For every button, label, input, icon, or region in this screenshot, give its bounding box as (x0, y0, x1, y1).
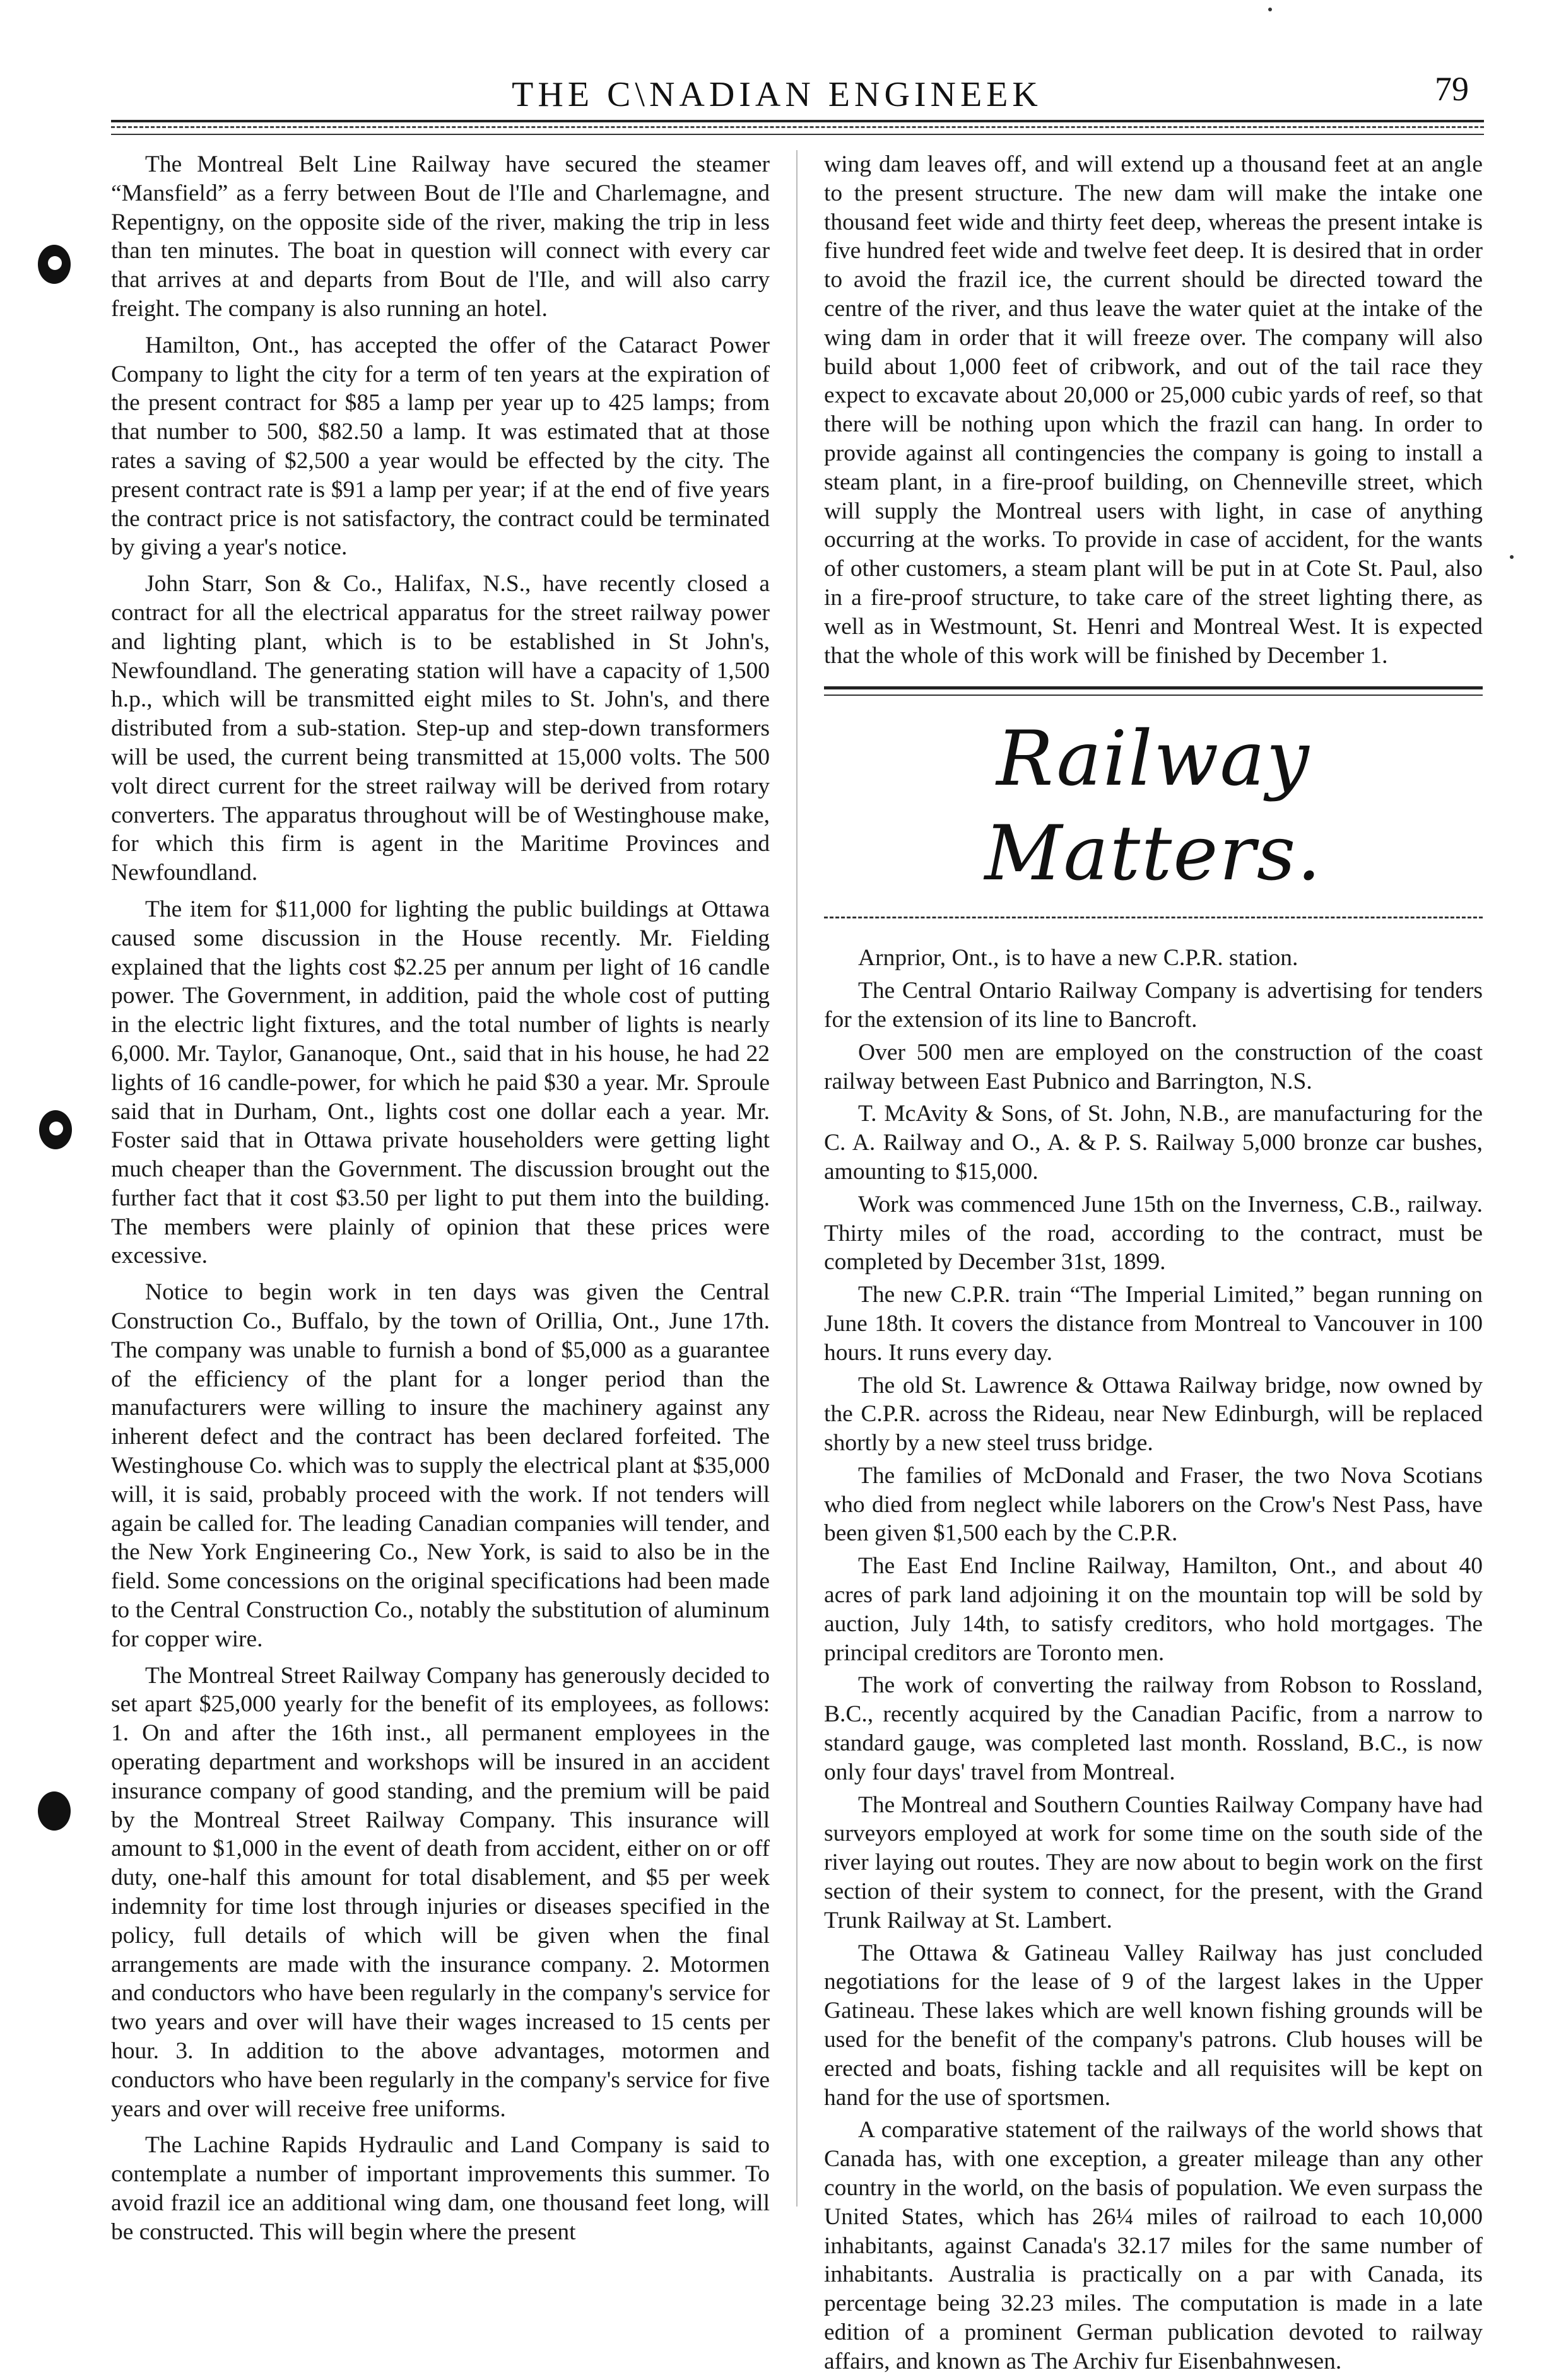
article-paragraph: The Montreal Street Railway Company has generously decided to set apart $25,000 yearly for the benefit of its employees, as follows: 1. On and after the 16th inst., all permanent employees in the operating department and workshops will be insured in an accident insurance company of good standing, and the premium will be paid by the Montreal Street Railway Company. This insurance will amount to $1,000 in the event of death from accident, either on or off duty, one-half this amount for total disablement, and $5 per week indemnity for time lost through injuries or diseases specified in the policy, full details of which will be given when the final arrangements are made with the insurance company. 2. Motormen and conductors who have been regularly in the company's service for two years and over will have their wages increased to 15 cents per hour. 3. In addition to the above advantages, motormen and conductors who have been regularly in the company's service for five years and over will receive free uniforms. (111, 1662, 770, 2122)
binding-hole (38, 245, 71, 284)
article-paragraph: The Montreal Belt Line Railway have secured the steamer “Mansfield” as a ferry between Bout de l'Ile and Charlemagne, and Repentigny, on the opposite side of the river, making the trip in less than ten minutes. The boat in question will connect with every car that arrives at and departs from Bout de l'Ile, and will also carry freight. The company is also running an hotel. (111, 151, 770, 322)
left-column (111, 150, 770, 2254)
news-item: The new C.P.R. train “The Imperial Limited,” began running on June 18th. It covers the distance from Montreal to Vancouver in 100 hours. It runs every day. (824, 1282, 1483, 1366)
news-item: The Central Ontario Railway Company is advertising for tenders for the extension of its line to Bancroft. (824, 978, 1483, 1033)
news-item: A comparative statement of the railways of the world shows that Canada has, with one exception, a greater mileage than any other country in the world, on the basis of population. We even surpass the United States, which has 26¼ miles of railroad to each 10,000 inhabitants, against Canada's 32.17 miles for the same number of inhabitants. Australia is practically on a par with Canada, its percentage being 32.23 miles. The computation is made in a late edition of a prominent German publication devoted to railway affairs, and known as The Archiv fur Eisenbahnwesen. (824, 2117, 1483, 2374)
news-item: Over 500 men are employed on the construction of the coast railway between East Pubnico and Barrington, N.S. (824, 1039, 1483, 1094)
news-item: The families of McDonald and Fraser, the two Nova Scotians who died from neglect while laborers on the Crow's Nest Pass, have been given $1,500 each by the C.P.R. (824, 1462, 1483, 1547)
news-item: The Ottawa & Gatineau Valley Railway has just concluded negotiations for the lease of 9 of the largest lakes in the Upper Gatineau. These lakes which are well known fishing grounds will be used for the benefit of the company's patrons. Club houses will be erected and boats, fishing tackle and all requisites will be kept on hand for the use of sportsmen. (824, 1940, 1483, 2111)
print-speck (1510, 555, 1514, 559)
news-item: T. McAvity & Sons, of St. John, N.B., are manufacturing for the C. A. Railway and O., A. & P. S. Railway 5,000 bronze car bushes, amounting to $15,000. (824, 1101, 1483, 1185)
news-item: The Montreal and Southern Counties Railway Company have had surveyors employed at work for some time on the south side of the river laying out routes. They are now about to begin work on the first section of their system to connect, for the present, with the Grand Trunk Railway at St. Lambert. (824, 1791, 1483, 1933)
header-rule (111, 120, 1484, 122)
header-rule-dashed (111, 126, 1484, 128)
header-rule-thin (111, 134, 1484, 135)
article-paragraph: Notice to begin work in ten days was given the Central Construction Co., Buffalo, by the town of Orillia, Ont., June 17th. The company was unable to furnish a bond of $5,000 as a guarantee of the efficiency of the plant for a longer period than the manufacturers were willing to insure the machinery against any inherent defect and the contract has been declared forfeited. The Westinghouse Co. which was to supply the electrical plant at $35,000 will, it is said, probably proceed with the work. If not tenders will again be called for. The leading Canadian companies will tender, and the New York Engineering Co., New York, is said to also be in the field. Some concessions on the original specifications had been made to the Central Construction Co., notably the substitution of aluminum for copper wire. (111, 1279, 770, 1652)
binding-hole (38, 1791, 71, 1831)
article-paragraph: The item for $11,000 for lighting the public buildings at Ottawa caused some discussion in the House recently. Mr. Fielding explained that the lights cost $2.25 per annum per light of 16 candle power. The Government, in addition, paid the whole cost of putting in the electric light fixtures, and the total number of lights is nearly 6,000. Mr. Taylor, Gananoque, Ont., said that in his house, he had 22 lights of 16 candle-power, for which he paid $30 a year. Mr. Sproule said that in Durham, Ont., lights cost one dollar each a year. Mr. Foster said that in Ottawa private householders were getting light much cheaper than the Government. The discussion brought out the further fact that it cost $3.50 per light to put them into the building. The members were plainly of opinion that these prices were excessive. (111, 896, 770, 1269)
news-item: Work was commenced June 15th on the Inverness, C.B., railway. Thirty miles of the road, according to the contract, must be completed by December 31st, 1899. (824, 1191, 1483, 1275)
section-rule-thin (824, 695, 1483, 696)
article-paragraph: John Starr, Son & Co., Halifax, N.S., have recently closed a contract for all the electrical apparatus for the street railway power and lighting plant, which is to be established in St John's, Newfoundland. The generating station will have a capacity of 1,500 h.p., which will be transmitted eight miles to St. John's, and there distributed from a sub-station. Step-up and step-down transformers will be used, the current being transmitted at 15,000 volts. The 500 volt direct current for the street railway will be derived from rotary converters. The apparatus throughout will be of Westinghouse make, for which this firm is agent in the Maritime Provinces and Newfoundland. (111, 571, 770, 886)
article-paragraph: Hamilton, Ont., has accepted the offer of the Cataract Power Company to light the city for a term of ten years at the expiration of the present contract for $85 a lamp per year up to 425 lamps; from that number to 500, $82.50 a lamp. It was estimated that at those rates a saving of $2,500 a year would be effected by the city. The present contract rate is $91 a lamp per year; if at the end of five years the contract price is not satisfactory, the contract could be terminated by giving a year's notice. (111, 332, 770, 561)
running-head: THE C\NADIAN ENGINEEK (512, 75, 1042, 114)
right-column (824, 150, 1483, 2380)
print-speck (1268, 8, 1272, 11)
section-rule (824, 686, 1483, 689)
news-item: The East End Incline Railway, Hamilton, Ont., and about 40 acres of park land adjoining it on the mountain top will be sold by auction, July 14th, to satisfy creditors, who hold mortgages. The principal creditors are Toronto men. (824, 1553, 1483, 1666)
section-header-railway-matters (824, 686, 1483, 918)
news-item: The old St. Lawrence & Ottawa Railway bridge, now owned by the C.P.R. across the Rideau, near New Edinburgh, will be replaced shortly by a new steel truss bridge. (824, 1372, 1483, 1457)
section-title: Railway Matters. (984, 715, 1322, 898)
section-rule-dashed (824, 917, 1483, 918)
article-continuation: wing dam leaves off, and will extend up a thousand feet at an angle to the present structure. The new dam will make the intake one thousand feet wide and thirty feet deep, whereas the present intake is five hundred feet wide and twelve feet deep. It is desired that in order to avoid the frazil ice, the current should be directed toward the centre of the river, and thus leave the water quiet at the intake of the wing dam in order that it will freeze over. The company will also build about 1,000 feet of cribwork, and out of the tail race they expect to excavate about 20,000 or 25,000 cubic yards of reef, so that there will be nothing upon which the frazil can hang. In order to provide against all contingencies the company is going to install a steam plant, in a fire-proof building, on Chenneville street, which will supply the Montreal users with light, in case of anything occurring at the works. To provide in case of accident, for the wants of other customers, a steam plant will be put in at Cote St. Paul, also in a fire-proof structure, to take care of the street lighting there, as well as in Westmount, St. Henri and Montreal West. It is expected that the whole of this work will be finished by December 1. (824, 151, 1483, 669)
news-item: Arnprior, Ont., is to have a new C.P.R. station. (858, 945, 1298, 971)
binding-hole (39, 1110, 72, 1149)
column-divider (796, 150, 798, 2207)
page-number: 79 (1435, 70, 1469, 108)
news-item: The work of converting the railway from Robson to Rossland, B.C., recently acquired by the Canadian Pacific, from a narrow to standard gauge, was completed last month. Rossland, B.C., is now only four days' travel from Montreal. (824, 1672, 1483, 1785)
article-paragraph: The Lachine Rapids Hydraulic and Land Company is said to contemplate a number of important improvements this summer. To avoid frazil ice an additional wing dam, one thousand feet long, will be constructed. This will begin where the present (111, 2132, 770, 2245)
